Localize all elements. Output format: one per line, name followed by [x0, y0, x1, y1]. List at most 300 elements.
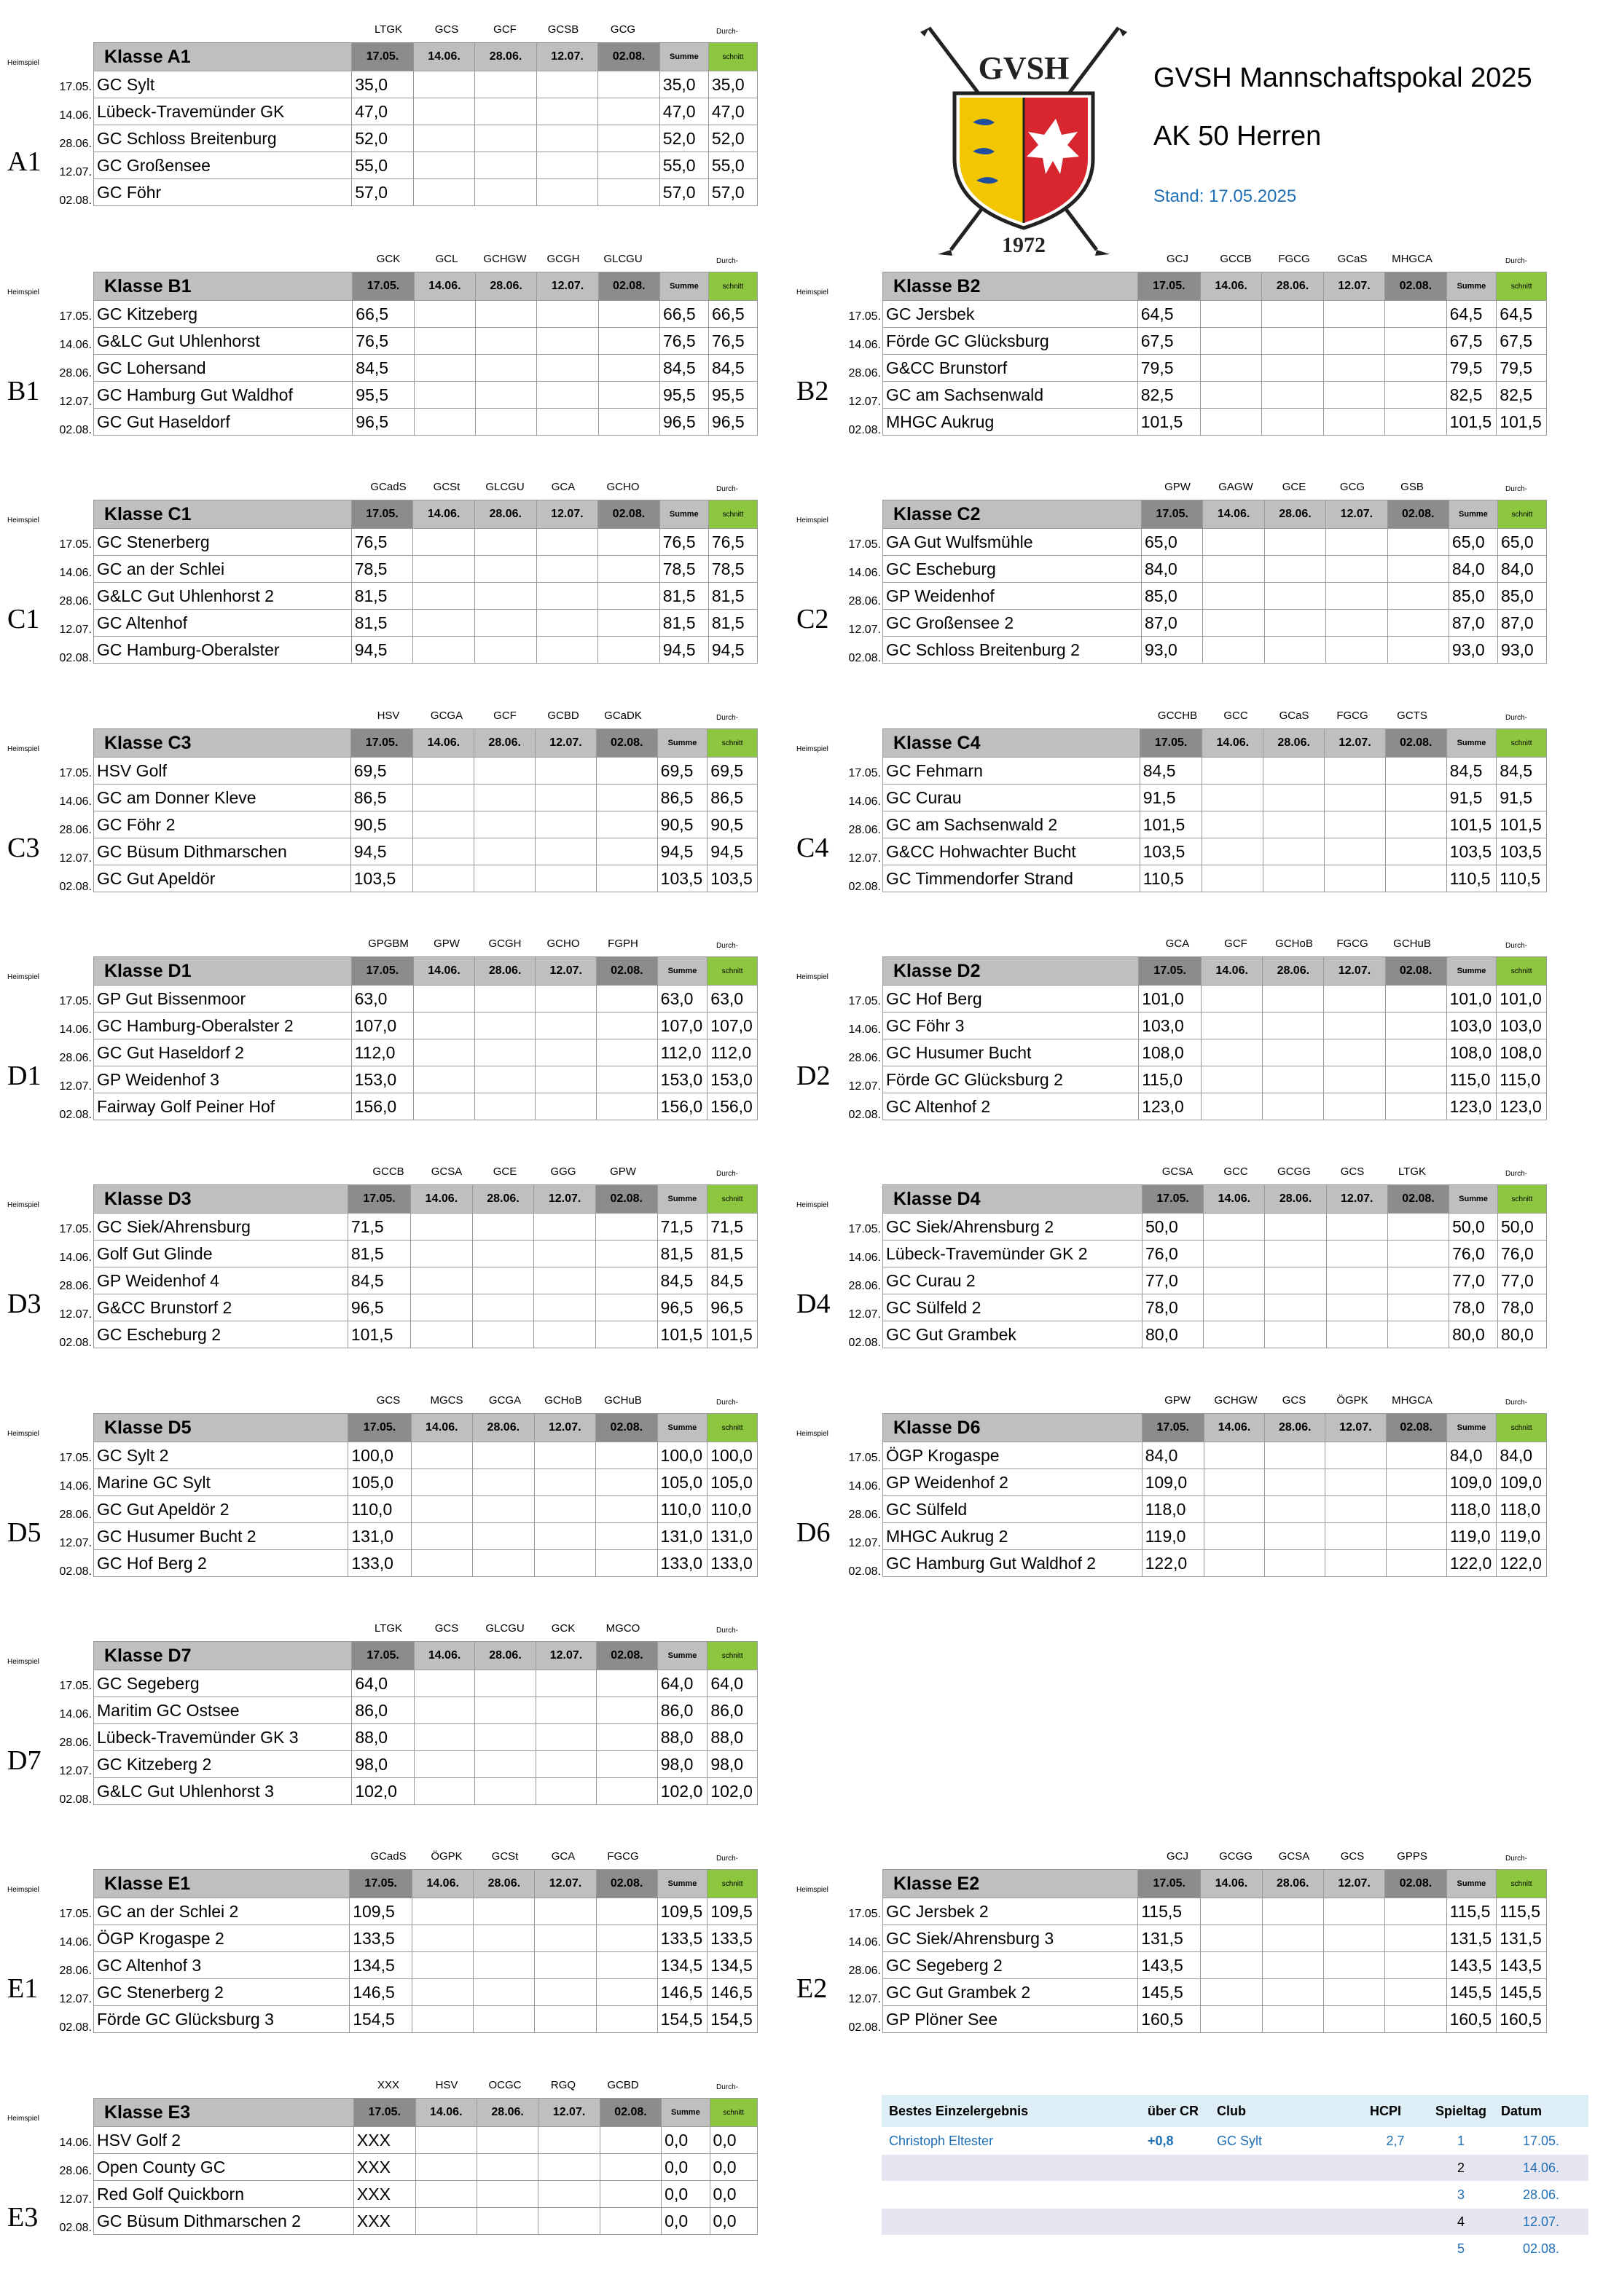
club-abbreviation: GCSt	[433, 481, 460, 493]
round-score	[536, 1013, 597, 1039]
home-date: 02.08.	[59, 2021, 92, 2034]
club-abbreviation: GCG	[610, 23, 636, 36]
average-value: 65,0	[1497, 529, 1546, 556]
round-score	[596, 811, 657, 838]
home-date: 12.07.	[848, 852, 881, 865]
round-score	[474, 758, 536, 785]
round-score	[536, 1670, 596, 1697]
round-score	[475, 1751, 536, 1778]
home-date: 14.06.	[59, 1023, 92, 1036]
sum-value: 35,0	[659, 71, 708, 98]
round-score: 110,5	[1140, 865, 1202, 892]
header-row	[94, 1414, 758, 1442]
class-block-d2	[796, 936, 1547, 1155]
sum-value: 64,0	[657, 1670, 708, 1697]
round-score	[413, 785, 474, 811]
club-abbreviation: GCC	[1223, 709, 1248, 722]
team-name: GC Siek/Ahrensburg 2	[883, 1214, 1143, 1241]
round-score	[536, 1697, 596, 1724]
class-code: C4	[796, 833, 829, 863]
class-block-e1	[7, 1849, 758, 2067]
round-score	[595, 1321, 657, 1348]
round-score	[1326, 1321, 1387, 1348]
round-score	[597, 1724, 657, 1751]
round-score	[1387, 637, 1449, 664]
average-header: schnitt	[708, 1185, 758, 1214]
team-name: G&CC Brunstorf	[883, 355, 1138, 382]
gvsh-logo-icon	[914, 20, 1133, 261]
class-block-a1	[7, 22, 758, 240]
club-abbreviation: GCJ	[1167, 1850, 1188, 1863]
team-name: GC Escheburg	[883, 556, 1142, 583]
table-row	[883, 1241, 1547, 1267]
home-date: 17.05.	[848, 1223, 881, 1235]
home-date: 14.06.	[59, 109, 92, 122]
round-date: 12.07.	[1325, 729, 1386, 758]
round-score	[411, 1214, 473, 1241]
header-row	[883, 729, 1547, 758]
team-name: GC Hamburg Gut Waldhof 2	[883, 1550, 1143, 1577]
summe-header: Summe	[659, 500, 708, 529]
class-name: Klasse E3	[94, 2099, 354, 2127]
round-score: 66,5	[353, 301, 414, 328]
average-label-top: Durch-	[1505, 942, 1527, 950]
round-score	[1387, 529, 1449, 556]
round-date: 02.08.	[596, 729, 657, 758]
sum-value: 100,0	[657, 1442, 708, 1469]
average-value: 100,0	[708, 1442, 758, 1469]
class-name: Klasse D7	[94, 1642, 352, 1670]
round-date: 12.07.	[534, 1414, 596, 1442]
class-block-c1	[7, 479, 758, 698]
round-score	[1265, 1214, 1326, 1241]
round-score	[598, 583, 660, 610]
table-row	[94, 1550, 758, 1577]
round-score	[600, 2181, 661, 2208]
average-value: 84,5	[708, 355, 757, 382]
round-score	[1202, 1066, 1263, 1093]
round-date: 12.07.	[537, 272, 598, 301]
home-date: 28.06.	[848, 1280, 881, 1292]
average-value: 133,0	[708, 1550, 758, 1577]
round-score	[596, 785, 657, 811]
table-row	[883, 328, 1547, 355]
team-name: GC Großensee	[94, 152, 352, 179]
best-cell	[1363, 2155, 1428, 2182]
round-score	[1265, 1550, 1325, 1577]
round-score	[473, 1469, 535, 1496]
team-name: Lübeck-Travemünder GK 2	[883, 1241, 1143, 1267]
round-date: 02.08.	[1387, 500, 1449, 529]
team-name: GC Hamburg Gut Waldhof	[94, 382, 353, 409]
sum-value: 84,0	[1446, 1442, 1497, 1469]
round-score	[1323, 328, 1384, 355]
round-score	[1386, 1550, 1446, 1577]
round-score: 108,0	[1139, 1039, 1202, 1066]
sum-value: 66,5	[659, 301, 708, 328]
class-table	[93, 1413, 758, 1577]
home-date: 28.06.	[59, 824, 92, 836]
round-score: 52,0	[352, 125, 414, 152]
round-score	[1385, 1013, 1446, 1039]
round-score	[1325, 838, 1386, 865]
round-score	[1325, 758, 1386, 785]
round-date: 17.05.	[350, 1870, 412, 1898]
header-row	[94, 2099, 758, 2127]
round-date: 17.05.	[1137, 272, 1200, 301]
club-abbreviation: FGCG	[1278, 253, 1310, 265]
round-score	[411, 1294, 473, 1321]
round-score	[475, 152, 537, 179]
table-row	[94, 98, 758, 125]
team-name: HSV Golf	[94, 758, 351, 785]
sum-value: 101,0	[1446, 986, 1497, 1013]
round-score	[1202, 785, 1263, 811]
round-score	[1264, 556, 1325, 583]
club-abbreviation: GCS	[434, 23, 459, 36]
average-value: 81,5	[708, 1241, 758, 1267]
club-abbreviation: GCaS	[1279, 709, 1309, 722]
table-row	[94, 1751, 758, 1778]
round-score	[412, 1925, 474, 1952]
sum-value: 84,5	[659, 355, 708, 382]
table-row	[94, 1214, 758, 1241]
round-score: 109,5	[350, 1898, 412, 1925]
round-score: 96,5	[348, 1294, 410, 1321]
club-abbreviation: GPW	[1164, 1394, 1191, 1407]
round-score	[475, 355, 536, 382]
round-score: 112,0	[351, 1039, 414, 1066]
round-date: 14.06.	[1202, 957, 1263, 986]
average-value: 101,5	[1497, 409, 1547, 436]
sum-value: 107,0	[657, 1013, 708, 1039]
team-name: GC Kitzeberg 2	[94, 1751, 352, 1778]
home-date: 12.07.	[59, 396, 92, 408]
round-date: 17.05.	[1142, 1414, 1204, 1442]
round-score	[415, 2181, 477, 2208]
round-score: 79,5	[1137, 355, 1200, 382]
club-abbreviation: OCGC	[488, 2079, 522, 2091]
round-score	[1201, 1898, 1262, 1925]
average-header: schnitt	[708, 500, 757, 529]
average-value: 123,0	[1497, 1093, 1547, 1120]
round-score	[1324, 986, 1385, 1013]
round-score: 55,0	[352, 152, 414, 179]
home-date: 12.07.	[59, 624, 92, 636]
round-score	[1387, 583, 1449, 610]
table-row	[94, 409, 758, 436]
round-date: 02.08.	[598, 500, 660, 529]
round-date: 12.07.	[535, 1870, 596, 1898]
class-name: Klasse D4	[883, 1185, 1143, 1214]
team-name: Golf Gut Glinde	[94, 1241, 348, 1267]
round-score	[596, 1469, 658, 1496]
table-row	[94, 1979, 758, 2006]
sum-value: 96,5	[659, 409, 708, 436]
round-score	[596, 1925, 657, 1952]
team-name: GC Gut Haseldorf	[94, 409, 353, 436]
round-date: 17.05.	[353, 272, 414, 301]
round-date: 02.08.	[1385, 957, 1446, 986]
round-score: XXX	[353, 2154, 415, 2181]
round-score	[597, 1093, 658, 1120]
header-row	[94, 500, 758, 529]
club-abbreviation: GCC	[1223, 1165, 1248, 1178]
best-cell: 12.07.	[1494, 2209, 1588, 2236]
sum-value: 86,0	[657, 1697, 708, 1724]
home-date: 02.08.	[59, 652, 92, 664]
average-value: 110,5	[1497, 865, 1547, 892]
table-row	[883, 838, 1547, 865]
round-score	[598, 529, 660, 556]
round-score	[1264, 637, 1325, 664]
sum-value: 84,5	[657, 1267, 708, 1294]
summe-header: Summe	[1449, 1185, 1498, 1214]
round-score	[1263, 865, 1325, 892]
round-date: 17.05.	[1143, 1185, 1204, 1214]
best-cell	[1363, 2209, 1428, 2236]
class-block-d7	[7, 1621, 758, 1839]
round-score: 76,5	[351, 529, 413, 556]
class-table	[882, 500, 1547, 664]
average-value: 78,5	[708, 556, 757, 583]
round-score	[413, 556, 475, 583]
team-name: GC Gut Apeldör 2	[94, 1496, 348, 1523]
round-score	[474, 637, 536, 664]
class-code: D7	[7, 1745, 42, 1776]
round-score: 93,0	[1142, 637, 1203, 664]
round-score: 156,0	[351, 1093, 414, 1120]
round-score	[598, 152, 660, 179]
round-score	[534, 1267, 596, 1294]
round-date: 02.08.	[598, 272, 659, 301]
round-date: 17.05.	[350, 729, 413, 758]
heimspiel-label: Heimspiel	[796, 745, 828, 753]
average-value: 134,5	[708, 1952, 758, 1979]
round-score	[1387, 1241, 1449, 1267]
team-name: GC am Sachsenwald 2	[883, 811, 1140, 838]
team-name: GC Segeberg 2	[883, 1952, 1138, 1979]
round-date: 14.06.	[1204, 1414, 1264, 1442]
class-block-c3	[7, 708, 758, 927]
summe-header: Summe	[1446, 1870, 1497, 1898]
club-abbreviation: GCHGW	[483, 253, 527, 265]
home-date: 02.08.	[848, 1565, 881, 1578]
round-score	[473, 1550, 535, 1577]
team-name: GC Schloss Breitenburg	[94, 125, 352, 152]
class-name: Klasse D2	[883, 957, 1139, 986]
club-abbreviation: GPGBM	[368, 937, 409, 950]
average-label-top: Durch-	[716, 257, 738, 265]
home-date: 28.06.	[848, 367, 881, 380]
round-score	[1323, 1952, 1384, 1979]
home-date: 02.08.	[848, 1109, 881, 1121]
table-row	[94, 1267, 758, 1294]
sum-value: 84,5	[1446, 758, 1497, 785]
best-header-cell: Club	[1210, 2095, 1363, 2128]
table-row	[883, 1952, 1547, 1979]
average-value: 91,5	[1497, 785, 1547, 811]
home-date: 14.06.	[848, 1023, 881, 1036]
club-abbreviation: GCBD	[607, 2079, 639, 2091]
average-header: schnitt	[1497, 500, 1546, 529]
table-row	[94, 1523, 758, 1550]
heimspiel-label: Heimspiel	[7, 973, 39, 981]
round-score: 154,5	[350, 2006, 412, 2033]
round-date: 28.06.	[475, 272, 536, 301]
round-score	[536, 785, 597, 811]
table-row	[94, 1469, 758, 1496]
round-score: 103,5	[350, 865, 413, 892]
round-date: 28.06.	[475, 1642, 536, 1670]
average-label-top: Durch-	[1505, 1170, 1527, 1178]
average-header: schnitt	[708, 43, 757, 71]
class-name: Klasse B1	[94, 272, 353, 301]
best-cell	[1363, 2236, 1428, 2262]
heimspiel-label: Heimspiel	[7, 1658, 39, 1666]
header-row	[883, 272, 1547, 301]
summe-header: Summe	[1446, 272, 1497, 301]
best-row	[882, 2155, 1588, 2182]
round-date: 12.07.	[536, 1642, 596, 1670]
average-value: 76,5	[708, 529, 757, 556]
club-abbreviation: GCSB	[547, 23, 579, 36]
round-score	[475, 179, 537, 206]
header-row	[94, 272, 758, 301]
round-score	[475, 409, 536, 436]
round-score	[1323, 1925, 1384, 1952]
round-score: 145,5	[1138, 1979, 1201, 2006]
class-table	[882, 1413, 1547, 1577]
round-score: 84,5	[348, 1267, 410, 1294]
home-date: 12.07.	[59, 2193, 92, 2206]
sum-value: 84,0	[1449, 556, 1497, 583]
average-value: 84,5	[1497, 758, 1547, 785]
team-name: GC Timmendorfer Strand	[883, 865, 1140, 892]
round-score	[1387, 556, 1449, 583]
round-score	[1263, 986, 1324, 1013]
average-label-top: Durch-	[716, 1170, 738, 1178]
round-score	[413, 529, 475, 556]
best-cell: 14.06.	[1494, 2155, 1588, 2182]
club-abbreviation: GCadS	[370, 481, 407, 493]
average-value: 103,5	[708, 865, 758, 892]
round-score	[474, 610, 536, 637]
round-score	[475, 1697, 536, 1724]
round-score	[1326, 583, 1387, 610]
table-row	[94, 785, 758, 811]
round-date: 14.06.	[414, 272, 475, 301]
average-value: 71,5	[708, 1214, 758, 1241]
round-score: 118,0	[1142, 1496, 1204, 1523]
heimspiel-label: Heimspiel	[796, 973, 828, 981]
round-score: 94,5	[350, 838, 413, 865]
average-value: 154,5	[708, 2006, 758, 2033]
round-score	[475, 301, 536, 328]
round-score	[413, 811, 474, 838]
round-score	[1262, 301, 1323, 328]
club-abbreviation: GCSA	[431, 1165, 463, 1178]
sum-value: 118,0	[1446, 1496, 1497, 1523]
table-row	[883, 610, 1547, 637]
average-value: 153,0	[708, 1066, 758, 1093]
round-score: 90,5	[350, 811, 413, 838]
best-cell: 4	[1428, 2209, 1494, 2236]
team-name: Förde GC Glücksburg 3	[94, 2006, 350, 2033]
round-score	[474, 529, 536, 556]
round-score	[1263, 1093, 1324, 1120]
round-score	[597, 1013, 658, 1039]
home-date: 17.05.	[59, 1452, 92, 1464]
round-score	[1325, 785, 1386, 811]
club-abbreviation: GCTS	[1397, 709, 1427, 722]
summe-header: Summe	[659, 272, 708, 301]
class-name: Klasse A1	[94, 43, 352, 71]
table-row	[883, 1214, 1547, 1241]
club-abbreviation: GLCGU	[485, 481, 525, 493]
round-date: 17.05.	[348, 1414, 411, 1442]
average-header: schnitt	[708, 1642, 758, 1670]
home-date: 28.06.	[59, 1965, 92, 1977]
round-date: 14.06.	[413, 43, 475, 71]
home-date: 12.07.	[848, 1537, 881, 1549]
class-code: C2	[796, 604, 829, 634]
round-score	[534, 1241, 596, 1267]
table-row	[94, 152, 758, 179]
club-abbreviation: GCadS	[370, 1850, 407, 1863]
average-value: 0,0	[710, 2154, 757, 2181]
round-score	[1385, 1898, 1446, 1925]
team-name: G&LC Gut Uhlenhorst	[94, 328, 353, 355]
summe-header: Summe	[657, 1870, 708, 1898]
sum-value: 90,5	[657, 811, 708, 838]
average-value: 63,0	[708, 986, 758, 1013]
table-row	[94, 71, 758, 98]
round-score: 78,5	[351, 556, 413, 583]
round-score	[1263, 758, 1325, 785]
round-score	[414, 1751, 474, 1778]
round-score	[1264, 583, 1325, 610]
club-abbreviation: GCF	[493, 23, 517, 36]
round-score	[1203, 583, 1264, 610]
round-score	[596, 1898, 657, 1925]
round-score	[474, 1952, 535, 1979]
round-score	[596, 838, 657, 865]
round-score	[598, 301, 659, 328]
table-row	[94, 838, 758, 865]
club-abbreviation: GCS	[1340, 1165, 1365, 1178]
round-score: 98,0	[352, 1751, 415, 1778]
average-value: 103,0	[1497, 1013, 1547, 1039]
home-date: 28.06.	[848, 595, 881, 608]
round-score	[1263, 1039, 1324, 1066]
average-value: 109,0	[1497, 1469, 1547, 1496]
round-score	[536, 865, 597, 892]
table-row	[883, 382, 1547, 409]
round-score	[1264, 610, 1325, 637]
sum-value: 78,5	[659, 556, 708, 583]
table-row	[883, 1093, 1547, 1120]
summe-header: Summe	[657, 1642, 708, 1670]
team-name: GC Hof Berg	[883, 986, 1139, 1013]
round-score	[413, 610, 475, 637]
average-value: 101,0	[1497, 986, 1547, 1013]
home-date: 14.06.	[59, 1480, 92, 1493]
round-score	[537, 328, 598, 355]
heimspiel-label: Heimspiel	[796, 516, 828, 524]
round-score	[1326, 1241, 1387, 1267]
table-row	[94, 556, 758, 583]
